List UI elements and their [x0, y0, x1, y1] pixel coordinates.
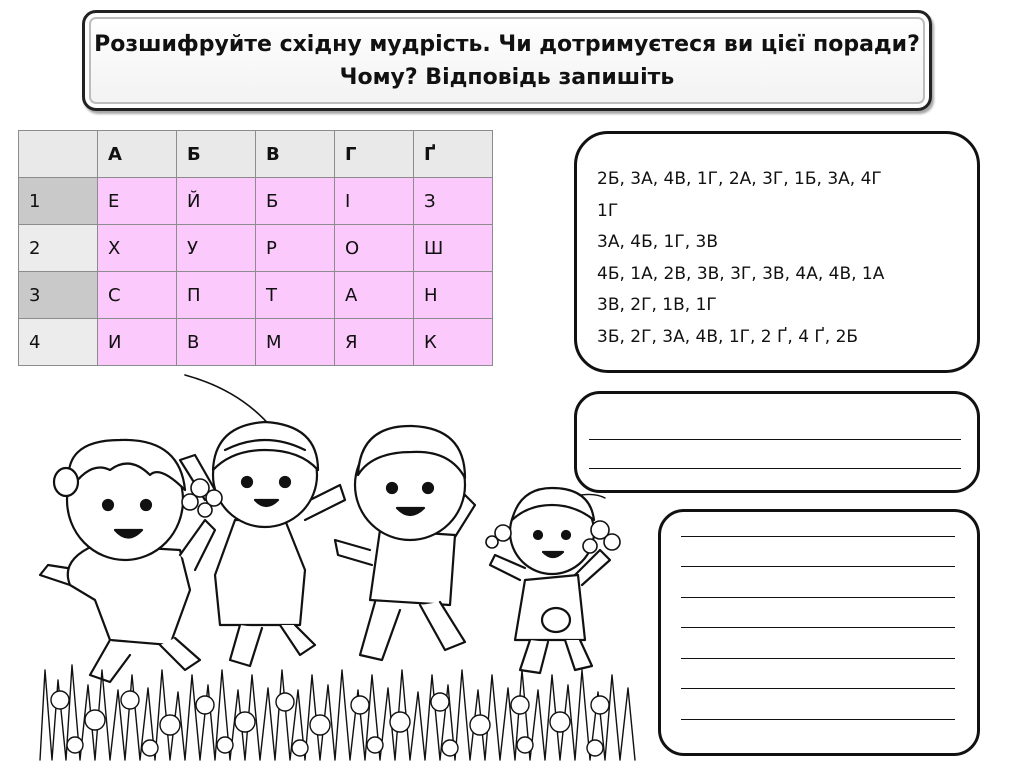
- column-header: Г: [335, 131, 414, 178]
- children-illustration: [0, 370, 660, 766]
- writing-line[interactable]: [681, 627, 955, 628]
- cipher-row: [19, 319, 493, 366]
- letter-cell: Й: [177, 178, 256, 225]
- cipher-corner-cell: [19, 131, 98, 178]
- row-header: 2: [19, 225, 98, 272]
- grass-field: [40, 665, 635, 760]
- code-line: 1Г: [597, 200, 619, 221]
- cipher-row: [19, 272, 493, 319]
- cipher-row: [19, 225, 493, 272]
- code-line: 3В, 2Г, 1В, 1Г: [597, 295, 717, 315]
- task-title-line-1: Розшифруйте східну мудрість. Чи дотримуєтеся ви цієї поради?: [94, 31, 920, 57]
- writing-line[interactable]: [681, 536, 955, 537]
- cipher-header-row: [19, 131, 493, 178]
- letter-cell: Р: [256, 225, 335, 272]
- letter-cell: М: [256, 319, 335, 366]
- row-header: 1: [19, 178, 98, 225]
- kite-string: [185, 375, 272, 428]
- child-girl-right: [486, 488, 620, 673]
- task-title-line-2: Чому? Відповідь запишіть: [339, 64, 675, 90]
- letter-cell: Б: [256, 178, 335, 225]
- cipher-code-box: [574, 131, 980, 373]
- letter-cell: П: [177, 272, 256, 319]
- letter-cell: Т: [256, 272, 335, 319]
- column-header: А: [98, 131, 177, 178]
- code-line: 3А, 4Б, 1Г, 3В: [597, 232, 719, 252]
- cipher-table: [18, 130, 493, 366]
- letter-cell: О: [335, 225, 414, 272]
- letter-cell: А: [335, 272, 414, 319]
- child-boy-left: [40, 440, 215, 682]
- letter-cell: І: [335, 178, 414, 225]
- writing-line[interactable]: [681, 688, 955, 689]
- writing-line[interactable]: [681, 566, 955, 567]
- column-header: Б: [177, 131, 256, 178]
- letter-cell: Н: [414, 272, 493, 319]
- letter-cell: С: [98, 272, 177, 319]
- column-header: Ґ: [414, 131, 493, 178]
- writing-line[interactable]: [681, 658, 955, 659]
- letter-cell: Е: [98, 178, 177, 225]
- code-line: 3Б, 2Г, 3А, 4В, 1Г, 2 Ґ, 4 Ґ, 2Б: [597, 326, 859, 347]
- letter-cell: Ш: [414, 225, 493, 272]
- letter-cell: К: [414, 319, 493, 366]
- child-boy-middle: [335, 426, 475, 660]
- writing-line[interactable]: [681, 597, 955, 598]
- explanation-answer-box[interactable]: [658, 509, 980, 756]
- cipher-row: [19, 178, 493, 225]
- row-header: 4: [19, 319, 98, 366]
- writing-line[interactable]: [681, 719, 955, 720]
- column-header: В: [256, 131, 335, 178]
- letter-cell: Я: [335, 319, 414, 366]
- task-title-box: [82, 10, 932, 111]
- letter-cell: З: [414, 178, 493, 225]
- letter-cell: У: [177, 225, 256, 272]
- letter-cell: В: [177, 319, 256, 366]
- code-line: 2Б, 3А, 4В, 1Г, 2А, 3Г, 1Б, 3А, 4Г: [597, 169, 882, 189]
- code-line: 4Б, 1А, 2В, 3В, 3Г, 3В, 4А, 4В, 1А: [597, 263, 885, 284]
- row-header: 3: [19, 272, 98, 319]
- letter-cell: И: [98, 319, 177, 366]
- letter-cell: Х: [98, 225, 177, 272]
